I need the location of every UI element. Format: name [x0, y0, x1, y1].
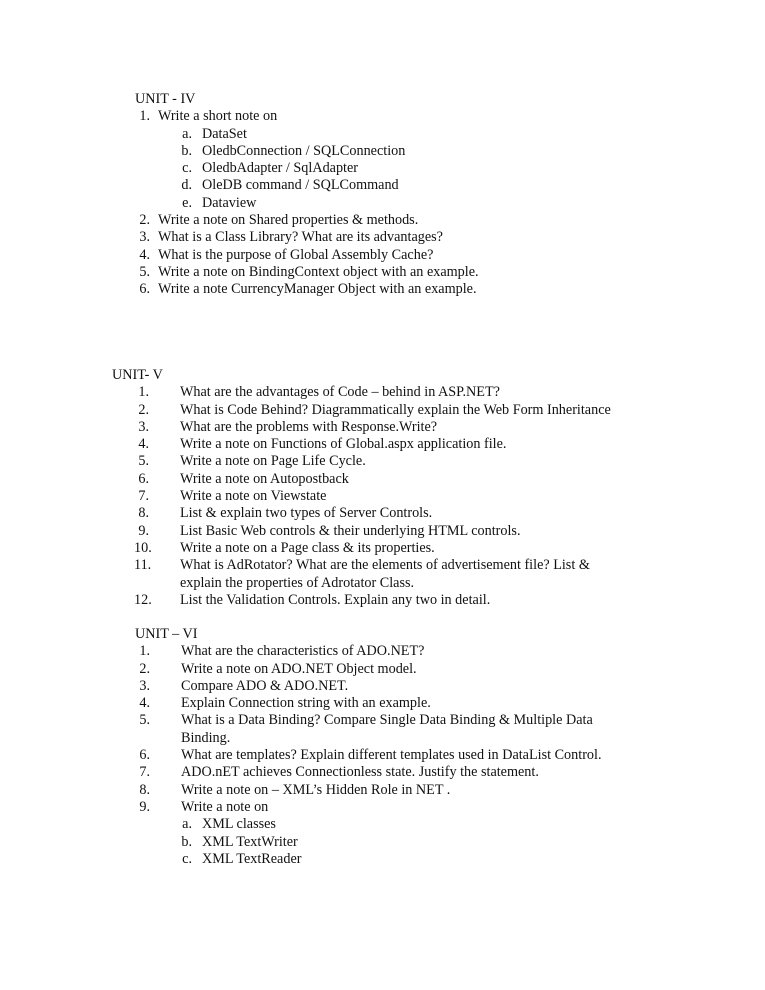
list-item: [112, 540, 652, 557]
list-item: [112, 436, 652, 453]
sub-item-letter: d.: [181, 177, 192, 194]
sub-item-text: Dataview: [202, 194, 257, 211]
item-number: 5.: [138, 453, 149, 470]
item-number: 3.: [139, 677, 150, 694]
unit-vi-heading: UNIT – VI: [135, 626, 198, 642]
item-number: 11.: [134, 557, 152, 574]
list-item: [135, 799, 655, 816]
unit-v-section: [112, 367, 652, 609]
item-number: 12.: [134, 591, 152, 608]
unit-vi-section: [135, 626, 655, 868]
sub-item-letter: e.: [182, 194, 192, 211]
item-text: What are templates? Explain different templates used in DataList Control.: [181, 747, 602, 764]
item-text: Write a note on Viewstate: [180, 488, 327, 505]
item-text: Write a note on: [181, 798, 269, 815]
sub-item: [135, 195, 655, 212]
item-text: ADO.nET achieves Connectionless state. Justify the statement.: [181, 764, 539, 781]
list-item: [112, 523, 652, 540]
list-item: [112, 592, 652, 609]
item-text: Write a note on Functions of Global.aspx application file.: [180, 436, 507, 453]
item-number: 4.: [138, 436, 149, 453]
item-number: 2.: [138, 401, 149, 418]
item-text: Write a note on ADO.NET Object model.: [181, 660, 417, 677]
list-item: [135, 212, 655, 229]
item-text: Explain Connection string with an example.: [181, 695, 431, 712]
sub-item-letter: b.: [181, 833, 192, 850]
list-item: [112, 471, 652, 488]
item-number: 5.: [139, 712, 150, 729]
list-item: [135, 695, 655, 712]
sub-item: [135, 834, 655, 851]
list-item: [135, 264, 655, 281]
list-item: [112, 488, 652, 505]
list-item: [135, 281, 655, 298]
item-number: 4.: [139, 246, 150, 263]
item-number: 3.: [139, 229, 150, 246]
list-item: [135, 661, 655, 678]
item-number: 6.: [139, 281, 150, 298]
sub-item-text: XML TextWriter: [202, 833, 298, 850]
item-number: 1.: [139, 108, 150, 125]
sub-item-text: OleDB command / SQLCommand: [202, 177, 399, 194]
list-item: [135, 764, 655, 781]
item-number: 7.: [139, 764, 150, 781]
sub-item: [135, 177, 655, 194]
list-item: [135, 747, 655, 764]
list-item: [112, 505, 652, 522]
list-item: [135, 108, 655, 125]
item-text: What is a Data Binding? Compare Single Data Binding & Multiple Data Binding.: [181, 712, 593, 746]
sub-item-text: XML classes: [202, 816, 276, 833]
sub-item: [135, 143, 655, 160]
item-text: What is the purpose of Global Assembly Cache?: [158, 246, 434, 263]
unit-iv-section: [135, 91, 655, 299]
item-number: 9.: [138, 522, 149, 539]
item-text: List the Validation Controls. Explain any two in detail.: [180, 591, 491, 608]
list-item: [112, 402, 652, 419]
sub-item-text: OledbConnection / SQLConnection: [202, 142, 406, 159]
sub-item-letter: c.: [182, 160, 192, 177]
item-number: 10.: [134, 539, 152, 556]
sub-item-letter: a.: [182, 125, 192, 142]
item-text: Write a note on Autopostback: [180, 470, 349, 487]
list-item: [112, 419, 652, 436]
unit-v-heading: UNIT- V: [112, 367, 163, 383]
item-number: 1.: [139, 643, 150, 660]
item-number: 6.: [139, 747, 150, 764]
sub-item-letter: b.: [181, 142, 192, 159]
item-text: Write a note on a Page class & its properties.: [180, 539, 435, 556]
item-text: Write a note on Shared properties & methods.: [158, 212, 419, 229]
sub-item: [135, 851, 655, 868]
unit-iv-heading: UNIT - IV: [135, 91, 196, 107]
item-number: 3.: [138, 418, 149, 435]
item-text: What is AdRotator? What are the elements of advertisement file? List & explain the properties of Adrotator Class.: [180, 557, 590, 591]
sub-item-text: XML TextReader: [202, 850, 302, 867]
item-text: Write a note on BindingContext object with an example.: [158, 263, 479, 280]
item-text: List Basic Web controls & their underlying HTML controls.: [180, 522, 521, 539]
sub-item-text: DataSet: [202, 125, 247, 142]
item-text: Write a note CurrencyManager Object with an example.: [158, 281, 477, 298]
list-item: [112, 557, 652, 592]
item-number: 6.: [138, 470, 149, 487]
list-item: [135, 712, 655, 747]
item-text: List & explain two types of Server Controls.: [180, 505, 433, 522]
list-item: [135, 229, 655, 246]
item-number: 1.: [138, 384, 149, 401]
sub-item: [135, 160, 655, 177]
list-item: [135, 247, 655, 264]
sub-item-letter: a.: [182, 816, 192, 833]
item-text: Write a short note on: [158, 108, 278, 125]
item-text: Write a note on – XML’s Hidden Role in NET .: [181, 781, 451, 798]
list-item: [135, 782, 655, 799]
item-text: What is Code Behind? Diagrammatically explain the Web Form Inheritance: [180, 401, 611, 418]
item-number: 7.: [138, 488, 149, 505]
item-text: What are the characteristics of ADO.NET?: [181, 643, 425, 660]
item-number: 8.: [138, 505, 149, 522]
list-item: [135, 678, 655, 695]
item-number: 8.: [139, 781, 150, 798]
sub-item: [135, 816, 655, 833]
item-number: 4.: [139, 695, 150, 712]
item-number: 9.: [139, 798, 150, 815]
item-text: What is a Class Library? What are its advantages?: [158, 229, 443, 246]
list-item: [112, 384, 652, 401]
sub-item-letter: c.: [182, 850, 192, 867]
sub-item-text: OledbAdapter / SqlAdapter: [202, 160, 359, 177]
item-number: 5.: [139, 263, 150, 280]
item-text: What are the advantages of Code – behind in ASP.NET?: [180, 384, 500, 401]
sub-item: [135, 126, 655, 143]
item-number: 2.: [139, 212, 150, 229]
item-text: Compare ADO & ADO.NET.: [181, 677, 349, 694]
item-text: Write a note on Page Life Cycle.: [180, 453, 366, 470]
list-item: [135, 643, 655, 660]
item-number: 2.: [139, 660, 150, 677]
list-item: [112, 453, 652, 470]
item-text: What are the problems with Response.Write?: [180, 418, 438, 435]
